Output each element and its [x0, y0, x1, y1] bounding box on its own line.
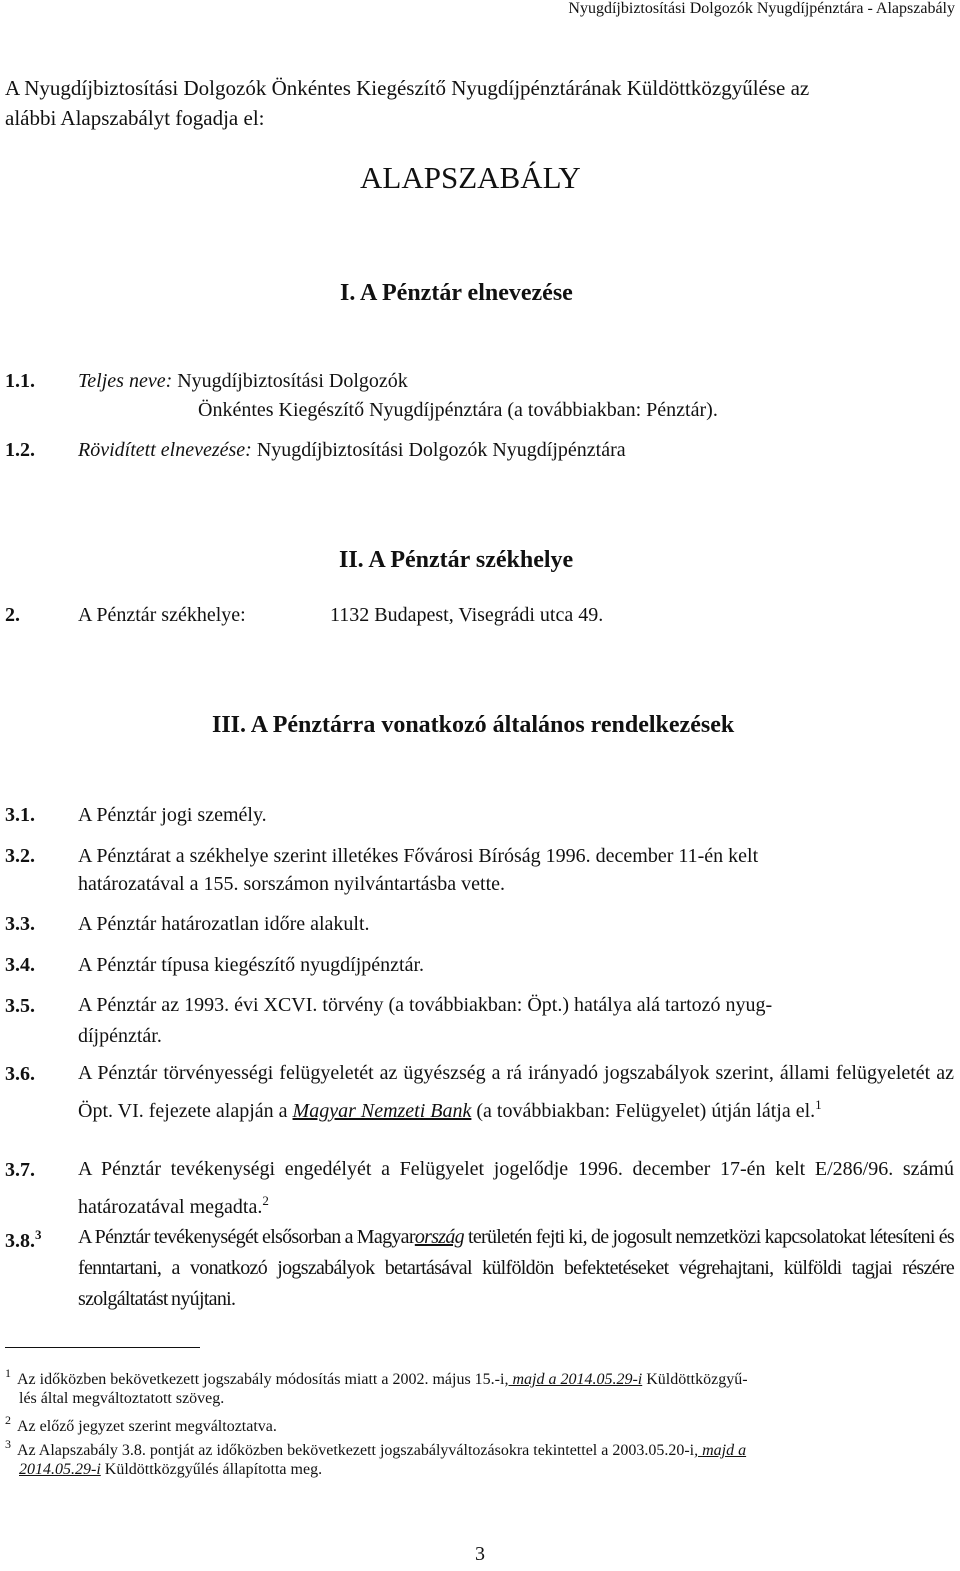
- item-2-number: 2.: [5, 604, 20, 626]
- item-3-3-number: 3.3.: [5, 913, 35, 935]
- intro-line-1: A Nyugdíjbiztosítási Dolgozók Önkéntes Kiegészítő Nyugdíjpénztárának Küldöttközgyűlése az: [5, 76, 810, 100]
- item-1-2-number: 1.2.: [5, 439, 35, 461]
- footnote-2: [5, 1413, 277, 1436]
- item-3-7-text: [78, 1154, 954, 1223]
- item-3-2-line-1: A Pénztárat a székhelye szerint illetékes Fővárosi Bíróság 1996. december 11-én kelt: [78, 845, 759, 867]
- footnote-3-italic: , majd a: [694, 1442, 747, 1459]
- item-3-8-text-before: A Pénztár tevékenységét elsősorban a Magyar: [78, 1226, 415, 1248]
- item-3-4-text: A Pénztár típusa kiegészítő nyugdíjpénztár.: [78, 954, 425, 976]
- footnote-1-mark: 1: [5, 1366, 11, 1380]
- item-3-4-number: 3.4.: [5, 954, 35, 976]
- footnote-1-italic: , majd a 2014.05.29-i: [504, 1371, 643, 1388]
- footnote-ref-3[interactable]: 3: [35, 1227, 42, 1242]
- footnote-2-text: Az előző jegyzet szerint megváltoztatva.: [17, 1418, 277, 1435]
- item-3-2-line-2: határozatával a 155. sorszámon nyilvántartásba vette.: [78, 873, 506, 895]
- intro-line-2: alábbi Alapszabályt fogadja el:: [5, 106, 265, 130]
- item-2-label: A Pénztár székhelye:: [78, 604, 246, 626]
- item-3-7-body: A Pénztár tevékenységi engedélyét a Felügyelet jogelődje 1996. december 17-én kelt E/286/96. számú határozatával megadta.: [78, 1158, 954, 1218]
- item-3-6-text: [78, 1058, 954, 1127]
- footnote-3-date: 2014.05.29-i: [19, 1461, 101, 1478]
- footnote-ref-2[interactable]: 2: [262, 1193, 269, 1208]
- item-1-2-label: Rövidített elnevezése:: [78, 439, 252, 461]
- footnote-1-text-after: Küldöttközgyű-: [642, 1371, 748, 1388]
- item-1-2-text: [78, 439, 626, 462]
- item-3-5-number: 3.5.: [5, 995, 35, 1017]
- footnote-3-text-after: Küldöttközgyűlés állapította meg.: [100, 1461, 323, 1478]
- running-head: Nyugdíjbiztosítási Dolgozók Nyugdíjpénztára - Alapszabály: [568, 0, 955, 17]
- footnote-3: [5, 1437, 746, 1460]
- item-1-1-text: [78, 370, 408, 393]
- footnote-2-mark: 2: [5, 1413, 11, 1427]
- item-3-8-text-italic: ország: [414, 1226, 464, 1248]
- footnote-3-mark: 3: [5, 1437, 11, 1451]
- footnote-separator: [5, 1347, 200, 1348]
- footnote-3-line-2: [19, 1461, 322, 1479]
- item-3-8-text: [78, 1222, 954, 1315]
- item-1-2-value: Nyugdíjbiztosítási Dolgozók Nyugdíjpénztára: [256, 439, 626, 461]
- item-3-8-num: 3.8.: [5, 1230, 35, 1252]
- footnote-1-text-before: Az időközben bekövetkezett jogszabály módosítás miatt a 2002. május 15.-i: [17, 1371, 505, 1388]
- item-1-1-value-1: Nyugdíjbiztosítási Dolgozók: [177, 370, 408, 392]
- item-3-1-text: A Pénztár jogi személy.: [78, 804, 267, 826]
- item-1-1-value-2: Önkéntes Kiegészítő Nyugdíjpénztára (a továbbiakban: Pénztár).: [198, 399, 718, 421]
- item-1-1-number: 1.1.: [5, 370, 35, 392]
- section-3-heading: III. A Pénztárra vonatkozó általános rendelkezések: [212, 712, 735, 738]
- item-2-value: 1132 Budapest, Visegrádi utca 49.: [330, 604, 604, 626]
- document-title: ALAPSZABÁLY: [360, 160, 581, 195]
- section-2-heading: II. A Pénztár székhelye: [339, 547, 574, 573]
- item-1-1-label: Teljes neve:: [78, 370, 173, 392]
- page-number: 3: [475, 1543, 485, 1565]
- mnb-link[interactable]: Magyar Nemzeti Bank: [292, 1100, 472, 1122]
- item-3-6-text-after: (a továbbiakban: Felügyelet) útján látja el.: [471, 1100, 816, 1122]
- footnote-3-text-before: Az Alapszabály 3.8. pontját az időközben bekövetkezett jogszabályváltozásokra tekintettel a 2003.05.20-i: [17, 1442, 695, 1459]
- item-3-8-number: [5, 1227, 42, 1253]
- item-3-7-number: 3.7.: [5, 1159, 35, 1181]
- item-3-8-text-after: területén fejti ki, de jogosult nemzetközi kapcsolatokat létesíteni és fenntartani, a vonatkozó jogszabályok betartásával külföldön befektetéseket végrehajtani, külföldi tagjai részére szolgáltatást nyújtani.: [78, 1226, 954, 1310]
- footnote-ref-1[interactable]: 1: [815, 1097, 822, 1112]
- footnote-1: [5, 1366, 748, 1389]
- section-1-heading: I. A Pénztár elnevezése: [340, 280, 573, 306]
- item-3-2-number: 3.2.: [5, 845, 35, 867]
- item-3-6-text-before: A Pénztár törvényességi felügyeletét az ügyészség a rá irányadó jogszabályok szerint, állami felügyeletét az Öpt. VI. fejezete alapján a: [78, 1062, 954, 1122]
- item-3-5-line-1: A Pénztár az 1993. évi XCVI. törvény (a továbbiakban: Öpt.) hatálya alá tartozó nyug-: [78, 994, 773, 1016]
- footnote-1-line-2: lés által megváltoztatott szöveg.: [19, 1390, 225, 1407]
- item-3-5-text: [78, 990, 954, 1052]
- item-3-5-line-2: díjpénztár.: [78, 1025, 162, 1047]
- item-3-1-number: 3.1.: [5, 804, 35, 826]
- item-3-3-text: A Pénztár határozatlan időre alakult.: [78, 913, 370, 935]
- item-3-6-number: 3.6.: [5, 1063, 35, 1085]
